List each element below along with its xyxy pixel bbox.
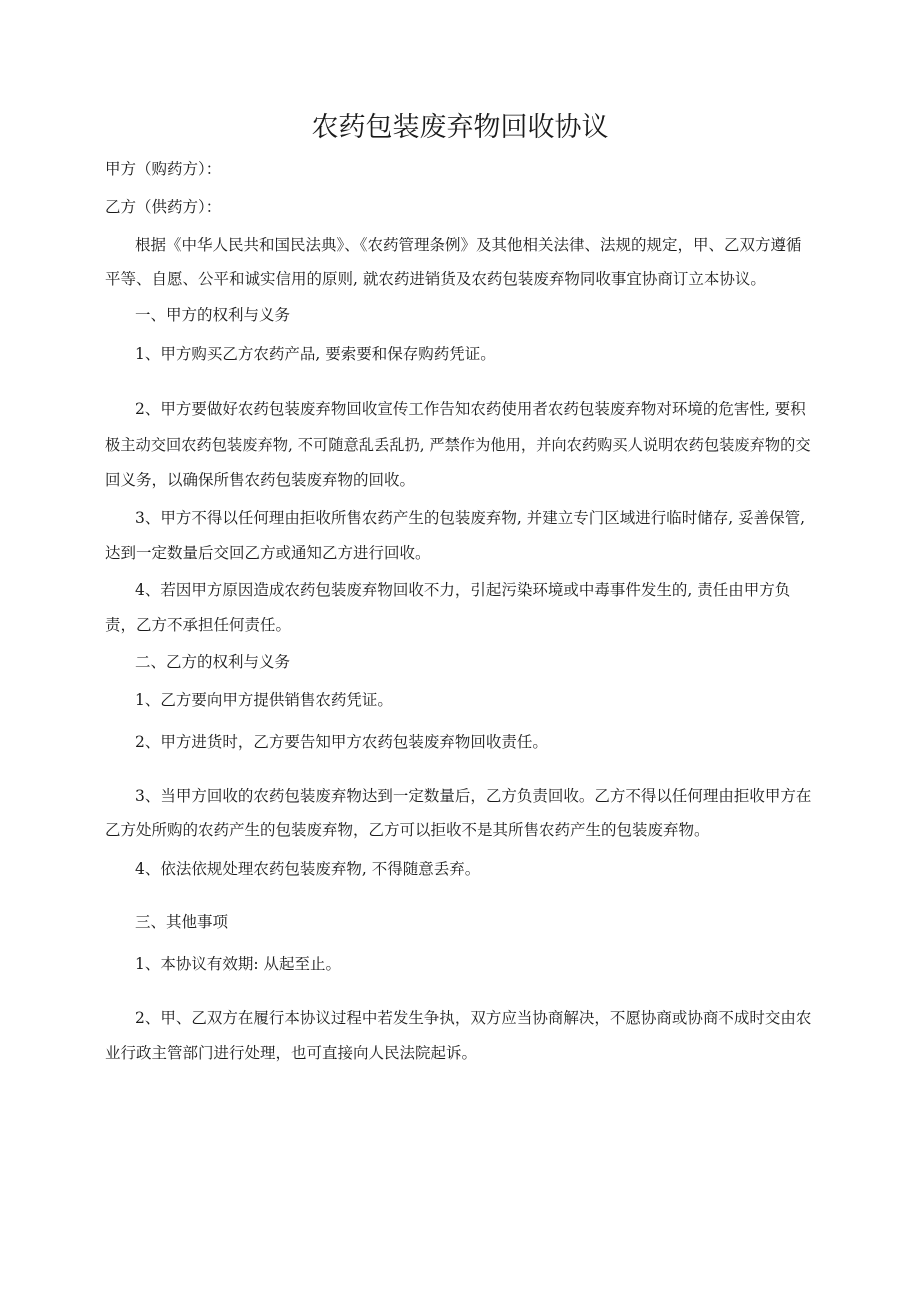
party-b-line: 乙方（供药方）： bbox=[105, 198, 222, 216]
intro-line-1: 根据《中华人民共和国民法典》、《农药管理条例》及其他相关法律、法规的规定，甲、乙双方遵循 bbox=[135, 236, 802, 254]
section1-item4-line1: 4、若因甲方原因造成农药包装废弃物回收不力，引起污染环境或中毒事件发生的, 责任由甲方负 bbox=[135, 581, 791, 599]
section2-item3-line2: 乙方处所购的农药产生的包装废弃物，乙方可以拒收不是其所售农药产生的包装废弃物。 bbox=[105, 821, 710, 839]
section1-item2-line2: 极主动交回农药包装废弃物, 不可随意乱丢乱扔, 严禁作为他用，并向农药购买人说明农药包装废弃物的交 bbox=[105, 436, 811, 454]
section1-item2-line1: 2、甲方要做好农药包装废弃物回收宣传工作告知农药使用者农药包装废弃物对环境的危害性, 要积 bbox=[135, 400, 806, 418]
section1-item4-line2: 责，乙方不承担任何责任。 bbox=[105, 616, 292, 634]
section1-item3-line2: 达到一定数量后交回乙方或通知乙方进行回收。 bbox=[105, 544, 431, 562]
section1-item1: 1、甲方购买乙方农药产品, 要索要和保存购药凭证。 bbox=[135, 345, 496, 363]
section2-item1: 1、乙方要向甲方提供销售农药凭证。 bbox=[135, 691, 393, 709]
party-a-line: 甲方（购药方）： bbox=[105, 160, 222, 178]
intro-line-2: 平等、自愿、公平和诚实信用的原则, 就农药进销货及农药包装废弃物同收事宜协商订立本协议。 bbox=[105, 270, 766, 288]
document-title: 农药包装废弃物回收协议 bbox=[311, 112, 609, 143]
section3-item2-line2: 业行政主管部门进行处理，也可直接向人民法院起诉。 bbox=[105, 1044, 478, 1062]
section3-item2-line1: 2、甲、乙双方在履行本协议过程中若发生争执，双方应当协商解决，不愿协商或协商不成时交由农 bbox=[135, 1009, 812, 1027]
section2-heading: 二、乙方的权利与义务 bbox=[135, 653, 291, 671]
section1-item3-line1: 3、甲方不得以任何理由拒收所售农药产生的包装废弃物, 并建立专门区域进行临时储存, 妥善保管, bbox=[135, 509, 805, 527]
section2-item4: 4、依法依规处理农药包装废弃物, 不得随意丢弃。 bbox=[135, 860, 481, 878]
section2-item2: 2、甲方进货时，乙方要告知甲方农药包装废弃物回收责任。 bbox=[135, 733, 548, 751]
section1-heading: 一、甲方的权利与义务 bbox=[135, 306, 291, 324]
section1-item2-line3: 回义务，以确保所售农药包装废弃物的回收。 bbox=[105, 471, 416, 489]
section3-item1: 1、本协议有效期: 从起至止。 bbox=[135, 955, 342, 973]
section3-heading: 三、其他事项 bbox=[135, 913, 229, 931]
section2-item3-line1: 3、当甲方回收的农药包装废弃物达到一定数量后，乙方负责回收。乙方不得以任何理由拒收甲方在 bbox=[135, 787, 812, 805]
